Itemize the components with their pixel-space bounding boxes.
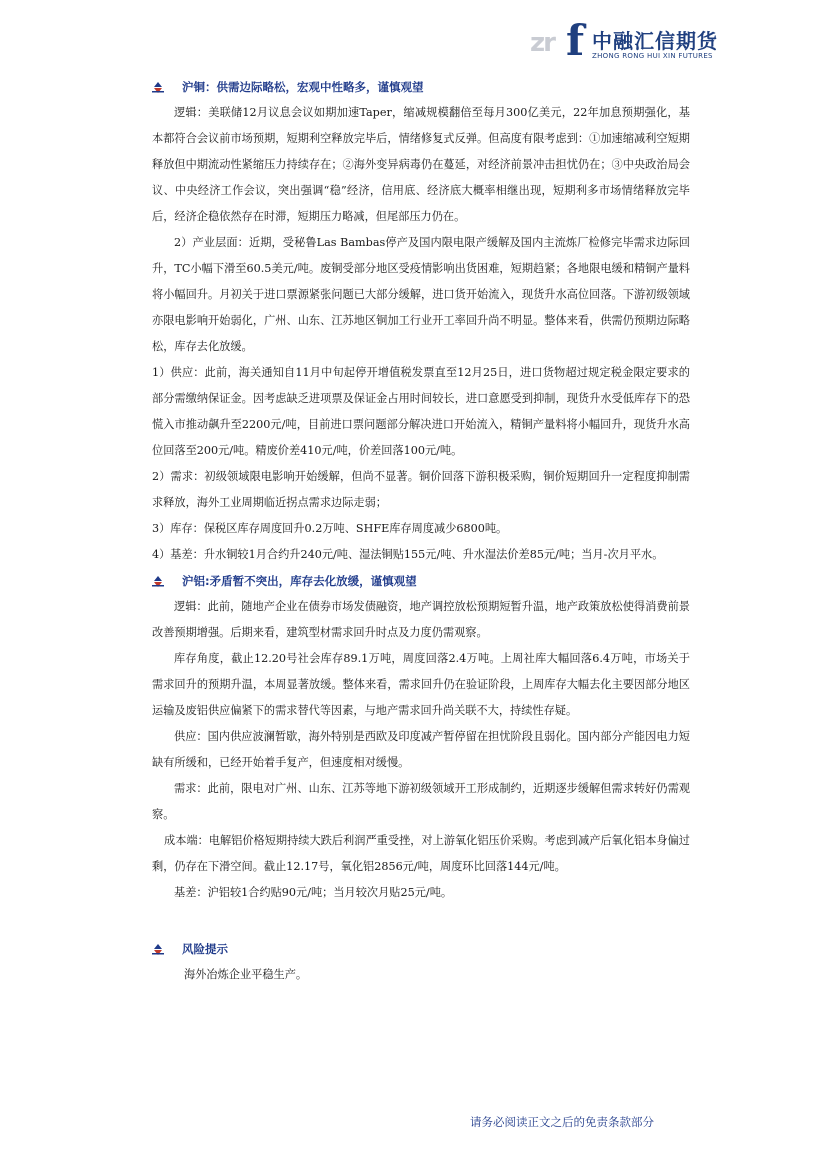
aluminum-basis-paragraph: 基差：沪铝较1合约贴90元/吨；当月较次月贴25元/吨。 [174,886,453,899]
logo-mark [530,16,588,65]
aluminum-supply-paragraph: 供应：国内供应波澜暂歇，海外特别是西欧及印度减产暂停留在担忧阶段且弱化。国内部分产能因电力短缺有所缓和，已经开始着手复产，但速度相对缓慢。 [152,730,690,769]
aluminum-demand-paragraph: 需求：此前，限电对广州、山东、江苏等地下游初级领域开工形成制约，近期逐步缓解但需求转好仍需观察。 [152,782,690,821]
section-heading-copper [152,74,690,100]
bullet-icon [152,82,164,93]
logo-name-cn: 中融汇信期货 [592,29,718,53]
bullet-icon [152,944,164,955]
copper-inventory-paragraph: 3）库存：保税区库存周度回升0.2万吨、SHFE库存周度减少6800吨。 [152,522,508,535]
report-body [152,74,690,988]
risk-paragraph: 海外冶炼企业平稳生产。 [184,968,308,981]
section-title: 风险提示 [182,942,228,956]
copper-industry-paragraph: 2）产业层面：近期，受秘鲁Las Bambas停产及国内限电限产缓解及国内主流炼厂检修完毕需求边际回升，TC小幅下滑至60.5美元/吨。废铜受部分地区受疫情影响出货困难，短期趋紧；各地限电缓和精铜产量料将小幅回升。月初关于进口票源紧张问题已大部分缓解，进口货开始流入，现货升水高位回落。下游初级领域亦限电影响开始弱化，广州、山东、江苏地区铜加工行业开工率回升尚不明显。整体来看，供需仍预期边际略松，库存去化放缓。 [152,236,690,353]
section-title: 沪铝:矛盾暂不突出，库存去化放缓，谨慎观望 [182,574,417,588]
company-logo [530,16,718,65]
section-title: 沪铜：供需边际略松，宏观中性略多，谨慎观望 [182,80,424,94]
bullet-icon [152,576,164,587]
section-heading-aluminum [152,568,690,594]
disclaimer-footer: 请务必阅读正文之后的免责条款部分 [470,1115,654,1129]
logo-mark-zr: zr [530,28,554,58]
section-heading-risk [152,936,690,962]
section-spacer [152,906,690,936]
aluminum-inventory-paragraph: 库存角度，截止12.20号社会库存89.1万吨，周度回落2.4万吨。上周社库大幅回落6.4万吨，市场关于需求回升的预期升温，本周显著放缓。整体来看，需求回升仍在验证阶段，上周库存大幅去化主要因部分地区运输及废铝供应偏紧下的需求替代等因素，与地产需求回升尚关联不大，持续性存疑。 [152,652,690,717]
logo-text [592,30,718,64]
copper-demand-paragraph: 2）需求：初级领域限电影响开始缓解，但尚不显著。铜价回落下游积极采购，铜价短期回升一定程度抑制需求释放，海外工业周期临近拐点需求边际走弱； [152,470,690,509]
copper-supply-paragraph: 1）供应：此前，海关通知自11月中旬起停开增值税发票直至12月25日，进口货物超过规定税金限定要求的部分需缴纳保证金。因考虑缺乏进项票及保证金占用时间较长，进口意愿受到抑制，现货升水受低库存下的恐慌入市推动飙升至2200元/吨，目前进口票问题部分解决进口开始流入，精铜产量料将小幅回升，现货升水高位回落至200元/吨。精废价差410元/吨，价差回落100元/吨。 [152,366,690,457]
copper-logic-paragraph: 逻辑：美联储12月议息会议如期加速Taper，缩减规模翻倍至每月300亿美元，22年加息预期强化，基本都符合会议前市场预期，短期利空释放完毕后，情绪修复式反弹。但高度有限考虑到：①加速缩减利空短期释放但中期流动性紧缩压力持续存在；②海外变异病毒仍在蔓延，对经济前景冲击担忧仍在；③中央政治局会议、中央经济工作会议，突出强调“稳”经济，信用底、经济底大概率相继出现，短期利多市场情绪释放完毕后，经济企稳依然存在时滞，短期压力略减，但尾部压力仍在。 [152,106,690,223]
logo-name-en: ZHONG RONG HUI XIN FUTURES [592,52,713,60]
aluminum-logic-paragraph: 逻辑：此前，随地产企业在债券市场发债融资，地产调控放松预期短暂升温，地产政策放松使得消费前景改善预期增强。后期来看，建筑型材需求回升时点及力度仍需观察。 [152,600,690,639]
copper-basis-paragraph: 4）基差：升水铜较1月合约升240元/吨、湿法铜贴155元/吨、升水湿法价差85元/吨；当月-次月平水。 [152,548,664,561]
logo-mark-f: f [566,16,585,65]
aluminum-cost-paragraph: 成本端：电解铝价格短期持续大跌后利润严重受挫，对上游氧化铝压价采购。考虑到减产后氧化铝本身偏过剩，仍存在下滑空间。截止12.17号，氧化铝2856元/吨，周度环比回落144元/吨。 [152,834,690,873]
